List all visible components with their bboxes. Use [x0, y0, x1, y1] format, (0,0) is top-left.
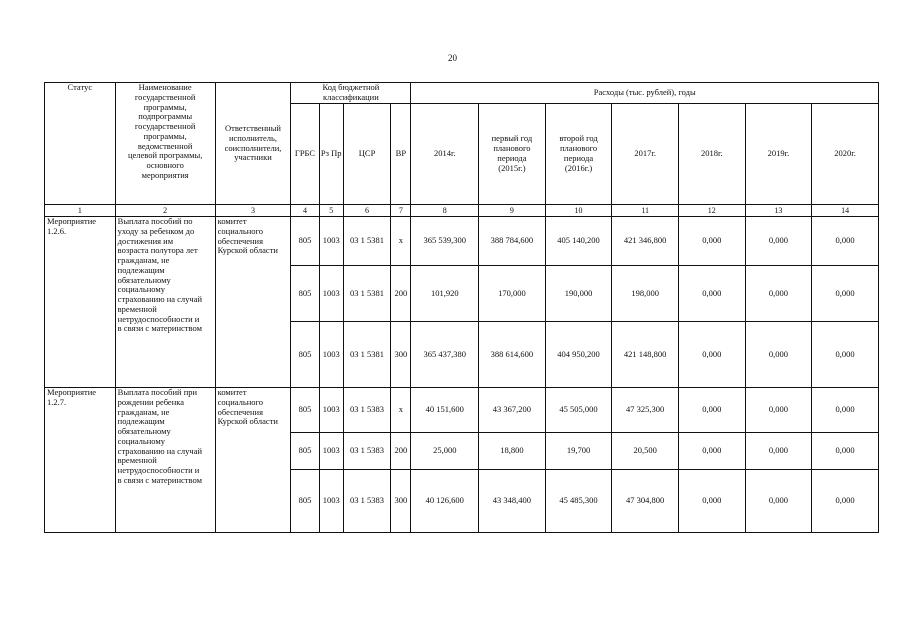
header-2019: 2019г.	[745, 104, 812, 205]
column-number: 13	[745, 205, 812, 217]
value-2014: 101,920	[411, 266, 479, 322]
column-number: 6	[343, 205, 390, 217]
column-number: 4	[291, 205, 319, 217]
header-2017: 2017г.	[612, 104, 679, 205]
value-2015: 388 614,600	[479, 322, 546, 388]
rzpr-cell: 1003	[319, 322, 343, 388]
grbs-cell: 805	[291, 470, 319, 533]
table-row	[45, 217, 879, 266]
header-status: Статус	[45, 83, 116, 205]
value-2018: 0,000	[678, 470, 745, 533]
column-number: 5	[319, 205, 343, 217]
grbs-cell: 805	[291, 388, 319, 433]
column-number: 12	[678, 205, 745, 217]
value-2016: 405 140,200	[545, 217, 612, 266]
value-2016: 45 505,000	[545, 388, 612, 433]
value-2018: 0,000	[678, 433, 745, 470]
rzpr-cell: 1003	[319, 266, 343, 322]
value-2015: 18,800	[479, 433, 546, 470]
column-number: 3	[215, 205, 291, 217]
header-csr: ЦСР	[343, 104, 390, 205]
vr-cell: 200	[391, 433, 411, 470]
column-number: 1	[45, 205, 116, 217]
value-2019: 0,000	[745, 266, 812, 322]
column-number: 14	[812, 205, 879, 217]
value-2014: 40 151,600	[411, 388, 479, 433]
value-2019: 0,000	[745, 433, 812, 470]
measure-status: Мероприятие 1.2.7.	[45, 388, 116, 533]
value-2017: 47 325,300	[612, 388, 679, 433]
value-2014: 365 437,380	[411, 322, 479, 388]
column-numbers-row	[45, 205, 879, 217]
column-number: 8	[411, 205, 479, 217]
grbs-cell: 805	[291, 266, 319, 322]
header-budget-code: Код бюджетной классификации	[291, 83, 411, 104]
csr-cell: 03 1 5381	[343, 217, 390, 266]
csr-cell: 03 1 5383	[343, 388, 390, 433]
grbs-cell: 805	[291, 433, 319, 470]
page-number: 20	[448, 53, 457, 63]
column-number: 10	[545, 205, 612, 217]
value-2018: 0,000	[678, 388, 745, 433]
value-2017: 20,500	[612, 433, 679, 470]
value-2016: 190,000	[545, 266, 612, 322]
value-2017: 421 148,800	[612, 322, 679, 388]
vr-cell: 300	[391, 322, 411, 388]
rzpr-cell: 1003	[319, 470, 343, 533]
header-2014: 2014г.	[411, 104, 479, 205]
budget-table	[44, 82, 879, 533]
value-2019: 0,000	[745, 217, 812, 266]
value-2018: 0,000	[678, 322, 745, 388]
vr-cell: 200	[391, 266, 411, 322]
vr-cell: 300	[391, 470, 411, 533]
table-row	[45, 388, 879, 433]
rzpr-cell: 1003	[319, 217, 343, 266]
rzpr-cell: 1003	[319, 433, 343, 470]
measure-responsible: комитет социального обеспечения Курской области	[215, 388, 291, 533]
value-2020: 0,000	[812, 388, 879, 433]
value-2018: 0,000	[678, 217, 745, 266]
value-2016: 404 950,200	[545, 322, 612, 388]
value-2015: 43 367,200	[479, 388, 546, 433]
header-2018: 2018г.	[678, 104, 745, 205]
csr-cell: 03 1 5381	[343, 266, 390, 322]
header-expenses: Расходы (тыс. рублей), годы	[411, 83, 879, 104]
value-2018: 0,000	[678, 266, 745, 322]
column-number: 11	[612, 205, 679, 217]
value-2017: 47 304,800	[612, 470, 679, 533]
value-2020: 0,000	[812, 322, 879, 388]
value-2020: 0,000	[812, 470, 879, 533]
header-responsible: Ответственный исполнитель, соисполнители, участники	[215, 83, 291, 205]
rzpr-cell: 1003	[319, 388, 343, 433]
value-2019: 0,000	[745, 388, 812, 433]
column-number: 7	[391, 205, 411, 217]
header-2020: 2020г.	[812, 104, 879, 205]
header-vr: ВР	[391, 104, 411, 205]
value-2020: 0,000	[812, 217, 879, 266]
value-2016: 19,700	[545, 433, 612, 470]
value-2020: 0,000	[812, 266, 879, 322]
csr-cell: 03 1 5381	[343, 322, 390, 388]
value-2020: 0,000	[812, 433, 879, 470]
header-program-name: Наименование государственной программы, подпрограммы государственной программы, ведомственной целевой программы, основного мероприятия	[115, 83, 215, 205]
measure-name: Выплата пособий при рождении ребенка гражданам, не подлежащим обязательному социальному страхованию на случай временной нетрудоспособности и в связи с материнством	[115, 388, 215, 533]
value-2015: 43 348,400	[479, 470, 546, 533]
measure-name: Выплата пособий по уходу за ребенком до достижения им возраста полутора лет гражданам, не подлежащим обязательному социальному страхованию на случай временной нетрудоспособности и в связи с материнством	[115, 217, 215, 388]
grbs-cell: 805	[291, 217, 319, 266]
value-2015: 170,000	[479, 266, 546, 322]
header-rzpr: Рз Пр	[319, 104, 343, 205]
csr-cell: 03 1 5383	[343, 470, 390, 533]
column-number: 9	[479, 205, 546, 217]
measure-status: Мероприятие 1.2.6.	[45, 217, 116, 388]
value-2014: 365 539,300	[411, 217, 479, 266]
vr-cell: х	[391, 388, 411, 433]
value-2014: 25,000	[411, 433, 479, 470]
value-2019: 0,000	[745, 322, 812, 388]
value-2019: 0,000	[745, 470, 812, 533]
value-2015: 388 784,600	[479, 217, 546, 266]
column-number: 2	[115, 205, 215, 217]
measure-responsible: комитет социального обеспечения Курской области	[215, 217, 291, 388]
header-grbs: ГРБС	[291, 104, 319, 205]
vr-cell: х	[391, 217, 411, 266]
grbs-cell: 805	[291, 322, 319, 388]
header-2016: второй год планового периода (2016г.)	[545, 104, 612, 205]
csr-cell: 03 1 5383	[343, 433, 390, 470]
value-2016: 45 485,300	[545, 470, 612, 533]
value-2014: 40 126,600	[411, 470, 479, 533]
value-2017: 421 346,800	[612, 217, 679, 266]
header-2015: первый год планового периода (2015г.)	[479, 104, 546, 205]
value-2017: 198,000	[612, 266, 679, 322]
